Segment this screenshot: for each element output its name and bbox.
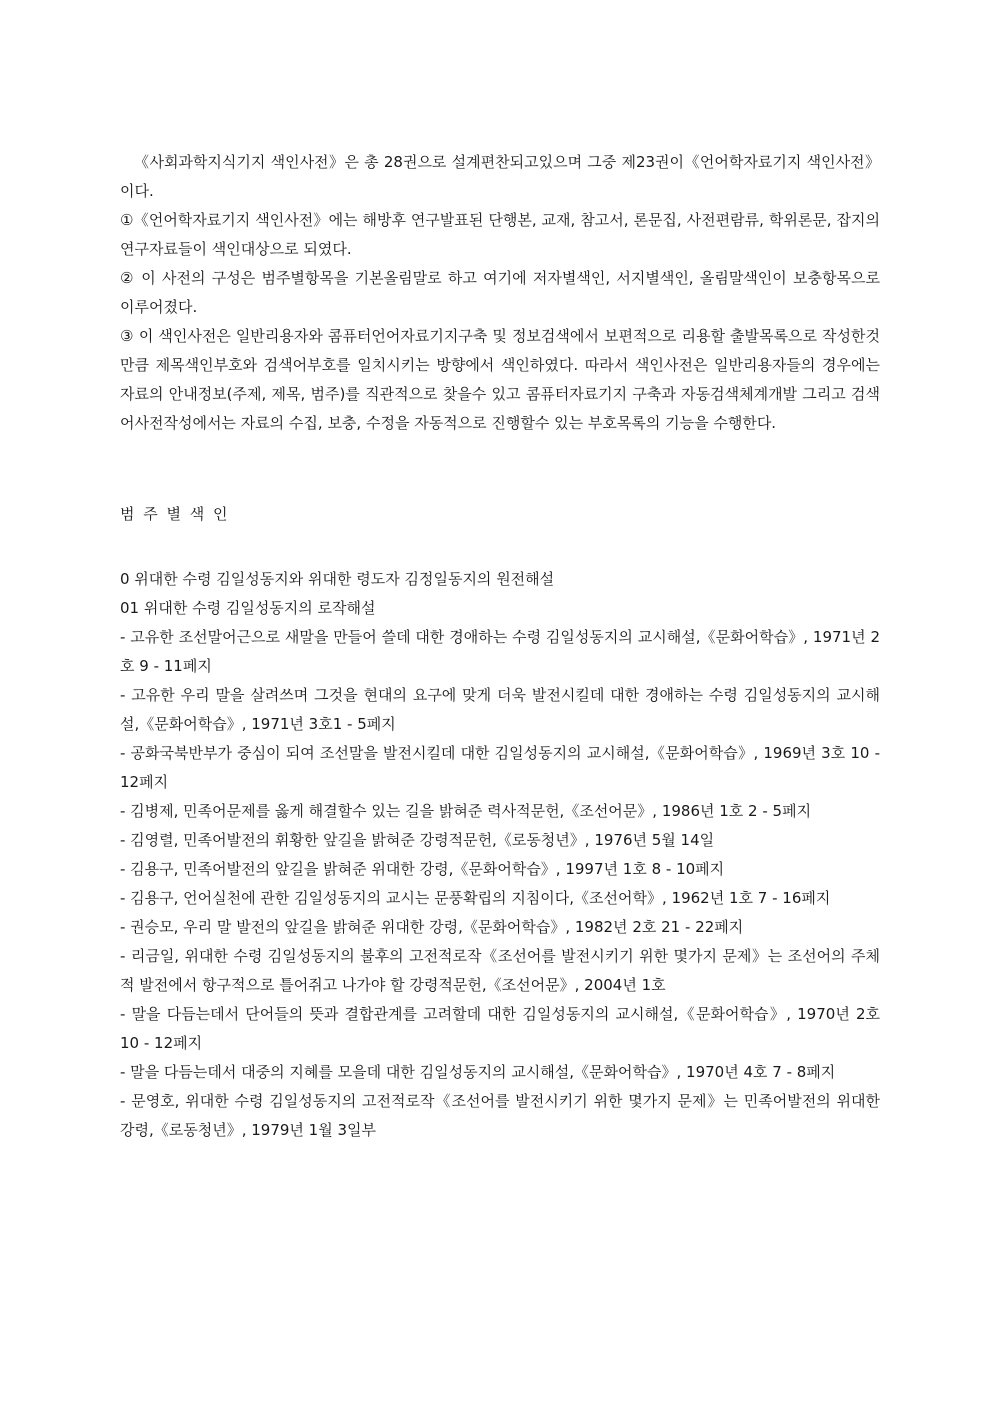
intro-paragraph: 《사회과학지식기지 색인사전》은 총 28권으로 설계편찬되고있으며 그중 제23권이《언어학자료기지 색인사전》이다. bbox=[120, 153, 880, 200]
list-item: - 김용구, 언어실천에 관한 김일성동지의 교시는 문풍확립의 지침이다,《조선어학》, 1962년 1호 7 - 16페지 bbox=[120, 889, 831, 907]
entry-list bbox=[120, 623, 880, 1145]
category-heading-01: 01 위대한 수령 김일성동지의 로작해설 bbox=[120, 599, 376, 617]
list-item: - 김병제, 민족어문제를 옳게 해결할수 있는 길을 밝혀준 력사적문헌,《조선어문》, 1986년 1호 2 - 5페지 bbox=[120, 802, 812, 820]
intro-paragraph: ①《언어학자료기지 색인사전》에는 해방후 연구발표된 단행본, 교재, 참고서, 론문집, 사전편람류, 학위론문, 잡지의 연구자료들이 색인대상으로 되였다. bbox=[120, 211, 880, 258]
list-item: - 문영호, 위대한 수령 김일성동지의 고전적로작《조선어를 발전시키기 위한 몇가지 문제》는 민족어발전의 위대한 강령,《로동청년》, 1979년 1월 3일부 bbox=[120, 1092, 880, 1139]
intro-paragraph: ③ 이 색인사전은 일반리용자와 콤퓨터언어자료기지구축 및 정보검색에서 보편적으로 리용할 출발목록으로 작성한것만큼 제목색인부호와 검색어부호를 일치시키는 방향에서 색인하였다. 따라서 색인사전은 일반리용자들의 경우에는 자료의 안내정보(주제, 제목, 범주)를 직관적으로 찾을수 있고 콤퓨터자료기지 구축과 자동검색체계개발 그리고 검색어사전작성에서는 자료의 수집, 보충, 수정을 자동적으로 진행할수 있는 부호목록의 기능을 수행한다. bbox=[120, 327, 880, 432]
list-item: - 고유한 조선말어근으로 새말을 만들어 쓸데 대한 경애하는 수령 김일성동지의 교시해설,《문화어학습》, 1971년 2호 9 - 11페지 bbox=[120, 628, 880, 675]
category-heading-0: 0 위대한 수령 김일성동지와 위대한 령도자 김정일동지의 원전해설 bbox=[120, 570, 555, 588]
intro-paragraph: ② 이 사전의 구성은 범주별항목을 기본올림말로 하고 여기에 저자별색인, 서지별색인, 올림말색인이 보충항목으로 이루어졌다. bbox=[120, 269, 880, 316]
list-item: - 고유한 우리 말을 살려쓰며 그것을 현대의 요구에 맞게 더욱 발전시킬데 대한 경애하는 수령 김일성동지의 교시해설,《문화어학습》, 1971년 3호1 - 5페지 bbox=[120, 686, 880, 733]
list-item: - 권승모, 우리 말 발전의 앞길을 밝혀준 위대한 강령,《문화어학습》, 1982년 2호 21 - 22페지 bbox=[120, 918, 744, 936]
list-item: - 리금일, 위대한 수령 김일성동지의 불후의 고전적로작《조선어를 발전시키기 위한 몇가지 문제》는 조선어의 주체적 발전에서 항구적으로 틀어쥐고 나가야 할 강령적문헌,《조선어문》, 2004년 1호 bbox=[120, 947, 880, 994]
section-title: 범 주 별 색 인 bbox=[120, 505, 230, 523]
list-item: - 공화국북반부가 중심이 되여 조선말을 발전시킬데 대한 김일성동지의 교시해설,《문화어학습》, 1969년 3호 10 - 12페지 bbox=[120, 744, 880, 791]
list-item: - 말을 다듬는데서 단어들의 뜻과 결합관계를 고려할데 대한 김일성동지의 교시해설,《문화어학습》, 1970년 2호 10 - 12페지 bbox=[120, 1005, 880, 1052]
intro-section bbox=[120, 148, 880, 438]
list-item: - 김영렬, 민족어발전의 휘황한 앞길을 밝혀준 강령적문헌,《로동청년》, 1976년 5월 14일 bbox=[120, 831, 715, 849]
category-headings bbox=[120, 565, 880, 623]
list-item: - 김용구, 민족어발전의 앞길을 밝혀준 위대한 강령,《문화어학습》, 1997년 1호 8 - 10페지 bbox=[120, 860, 725, 878]
document-page bbox=[120, 148, 880, 1145]
list-item: - 말을 다듬는데서 대중의 지혜를 모을데 대한 김일성동지의 교시해설,《문화어학습》, 1970년 4호 7 - 8페지 bbox=[120, 1063, 836, 1081]
